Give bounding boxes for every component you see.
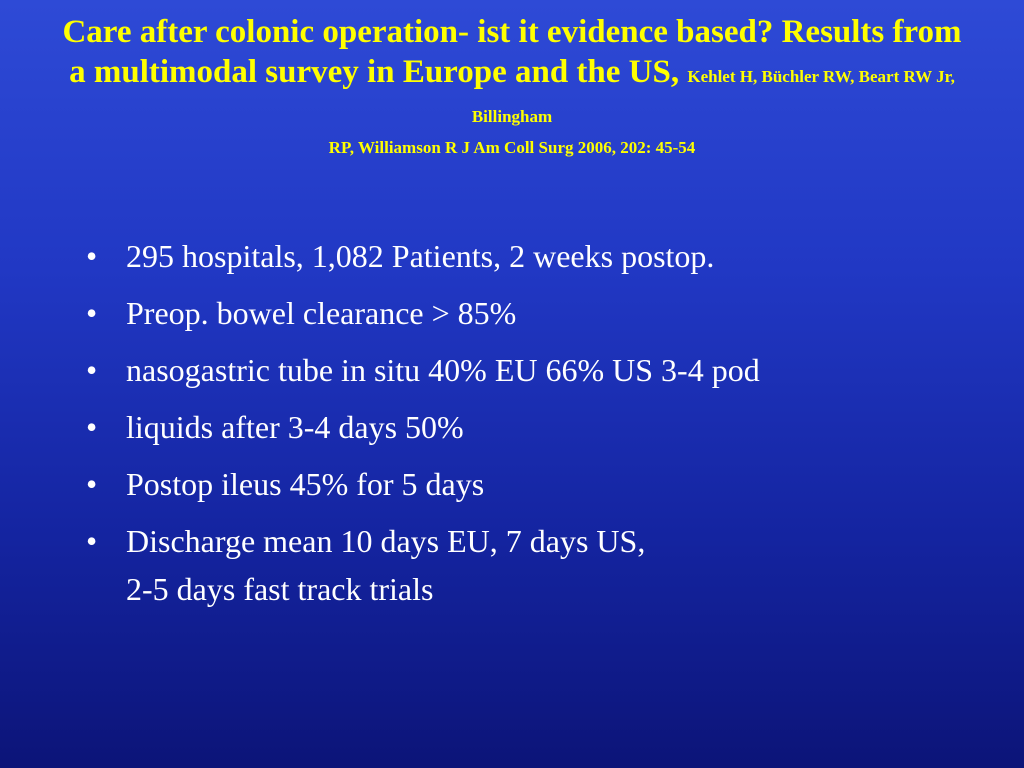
bullet-marker: •	[86, 295, 98, 331]
bullet-item	[86, 460, 986, 508]
title-citation-line2: RP, Williamson R J Am Coll Surg 2006, 202: 45-54	[328, 138, 696, 157]
bullet-text: nasogastric tube in situ 40% EU 66% US 3-4 pod	[126, 352, 760, 388]
bullet-marker: •	[86, 409, 98, 445]
slide-title	[60, 12, 964, 162]
bullet-item	[86, 403, 986, 451]
title-main: Care after colonic operation- ist it evidence based? Results from a multimodal survey in Europe and the US,	[62, 14, 962, 90]
bullet-item	[86, 232, 986, 280]
bullet-item	[86, 289, 986, 337]
bullet-list	[86, 232, 986, 622]
bullet-marker: •	[86, 523, 98, 559]
bullet-marker: •	[86, 238, 98, 274]
title-citation-line1: Kehlet H, Büchler RW, Beart RW Jr, Billingham	[471, 67, 955, 126]
bullet-text: 295 hospitals, 1,082 Patients, 2 weeks postop.	[126, 238, 715, 274]
bullet-marker: •	[86, 466, 98, 502]
bullet-text: Preop. bowel clearance > 85%	[126, 295, 517, 331]
bullet-continuation: 2-5 days fast track trials	[126, 571, 434, 607]
bullet-item	[86, 517, 986, 613]
bullet-marker: •	[86, 352, 98, 388]
bullet-text: Discharge mean 10 days EU, 7 days US,	[126, 523, 646, 559]
bullet-text: Postop ileus 45% for 5 days	[126, 466, 485, 502]
bullet-text: liquids after 3-4 days 50%	[126, 409, 464, 445]
bullet-item	[86, 346, 986, 394]
